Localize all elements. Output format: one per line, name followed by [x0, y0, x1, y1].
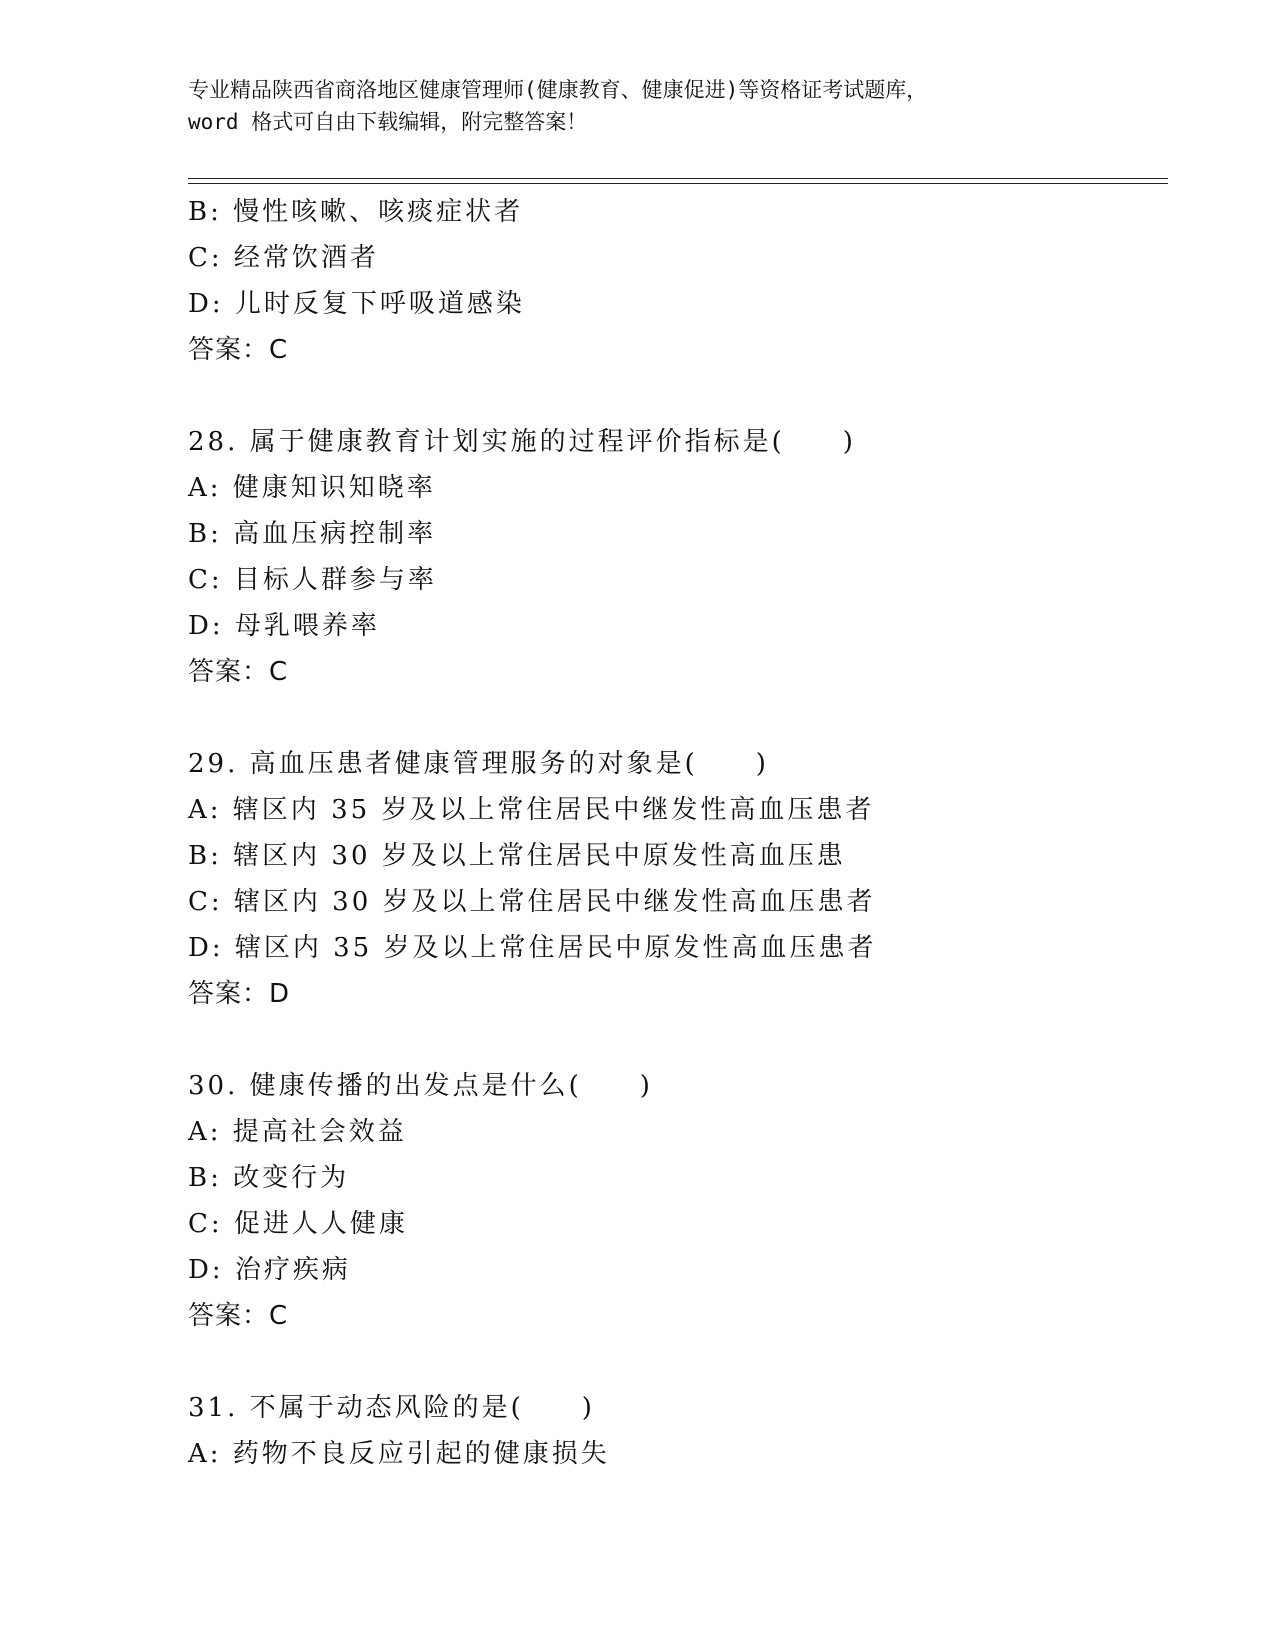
question-stem: 31. 不属于动态风险的是( ) — [188, 1393, 595, 1423]
option-d: D: 辖区内 35 岁及以上常住居民中原发性高血压患者 — [188, 933, 877, 963]
header-rule-top — [188, 178, 1168, 179]
option-c: C: 经常饮酒者 — [188, 243, 379, 273]
question-spacer — [188, 695, 1168, 741]
answer-label: 答案：C — [188, 1301, 289, 1331]
document-content — [188, 189, 1168, 1477]
option-c: C: 促进人人健康 — [188, 1209, 408, 1239]
question-spacer — [188, 1017, 1168, 1063]
option-b: B: 改变行为 — [188, 1163, 350, 1193]
question-spacer — [188, 373, 1168, 419]
answer-label: 答案：C — [188, 335, 289, 365]
option-d: D: 儿时反复下呼吸道感染 — [188, 289, 525, 319]
question-27-continued — [188, 189, 1168, 373]
option-a: A: 药物不良反应引起的健康损失 — [188, 1439, 610, 1469]
answer-label: 答案：D — [188, 979, 291, 1009]
option-a: A: 健康知识知晓率 — [188, 473, 436, 503]
question-31 — [188, 1385, 1168, 1477]
header-line-1: 专业精品陕西省商洛地区健康管理师(健康教育、健康促进)等资格证考试题库， — [188, 78, 928, 102]
option-a: A: 辖区内 35 岁及以上常住居民中继发性高血压患者 — [188, 795, 875, 825]
header-line-2: word 格式可自由下载编辑，附完整答案！ — [188, 110, 588, 134]
question-stem: 30. 健康传播的出发点是什么( ) — [188, 1071, 653, 1101]
header-rule-bottom — [188, 183, 1168, 184]
option-c: C: 目标人群参与率 — [188, 565, 437, 595]
option-b: B: 辖区内 30 岁及以上常住居民中原发性高血压患 — [188, 841, 846, 871]
option-b: B: 慢性咳嗽、咳痰症状者 — [188, 197, 524, 227]
document-header — [188, 74, 1168, 138]
question-30 — [188, 1063, 1168, 1339]
answer-label: 答案：C — [188, 657, 289, 687]
option-d: D: 治疗疾病 — [188, 1255, 351, 1285]
option-d: D: 母乳喂养率 — [188, 611, 380, 641]
question-stem: 28. 属于健康教育计划实施的过程评价指标是( ) — [188, 427, 856, 457]
option-b: B: 高血压病控制率 — [188, 519, 437, 549]
option-a: A: 提高社会效益 — [188, 1117, 407, 1147]
question-29 — [188, 741, 1168, 1017]
question-28 — [188, 419, 1168, 695]
question-stem: 29. 高血压患者健康管理服务的对象是( ) — [188, 749, 769, 779]
question-spacer — [188, 1339, 1168, 1385]
option-c: C: 辖区内 30 岁及以上常住居民中继发性高血压患者 — [188, 887, 876, 917]
